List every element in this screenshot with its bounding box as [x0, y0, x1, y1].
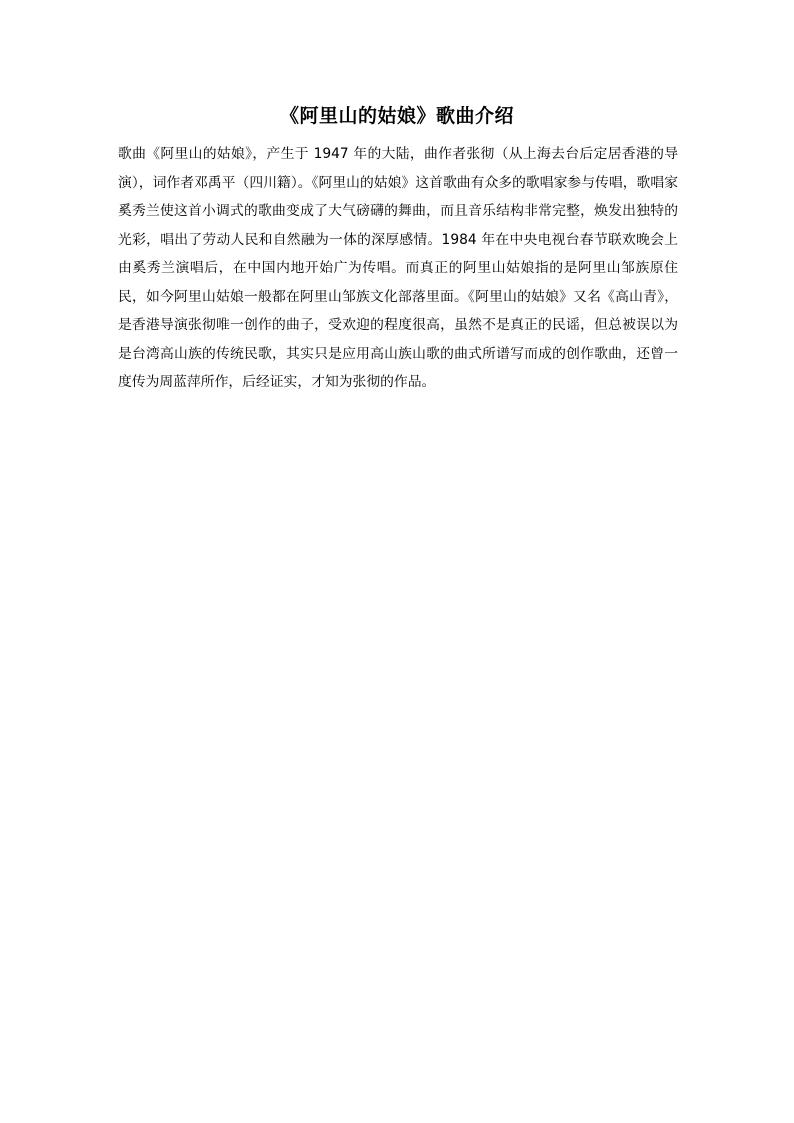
- document-paragraph: 歌曲《阿里山的姑娘》，产生于 1947 年的大陆，曲作者张彻（从上海去台后定居香港的导演），词作者邓禹平（四川籍）。《阿里山的姑娘》这首歌曲有众多的歌唱家参与传唱，歌唱家奚秀兰使这首小调式的歌曲变成了大气磅礴的舞曲，而且音乐结构非常完整，焕发出独特的光彩，唱出了劳动人民和自然融为一体的深厚感情。1984 年在中央电视台春节联欢晚会上由奚秀兰演唱后，在中国内地开始广为传唱。而真正的阿里山姑娘指的是阿里山邹族原住民，如今阿里山姑娘一般都在阿里山邹族文化部落里面。《阿里山的姑娘》又名《高山青》，是香港导演张彻唯一创作的曲子，受欢迎的程度很高，虽然不是真正的民谣，但总被误以为是台湾高山族的传统民歌，其实只是应用高山族山歌的曲式所谱写而成的创作歌曲，还曾一度传为周蓝萍所作，后经证实，才知为张彻的作品。: [118, 146, 678, 390]
- document-title: 《阿里山的姑娘》歌曲介绍: [279, 105, 514, 127]
